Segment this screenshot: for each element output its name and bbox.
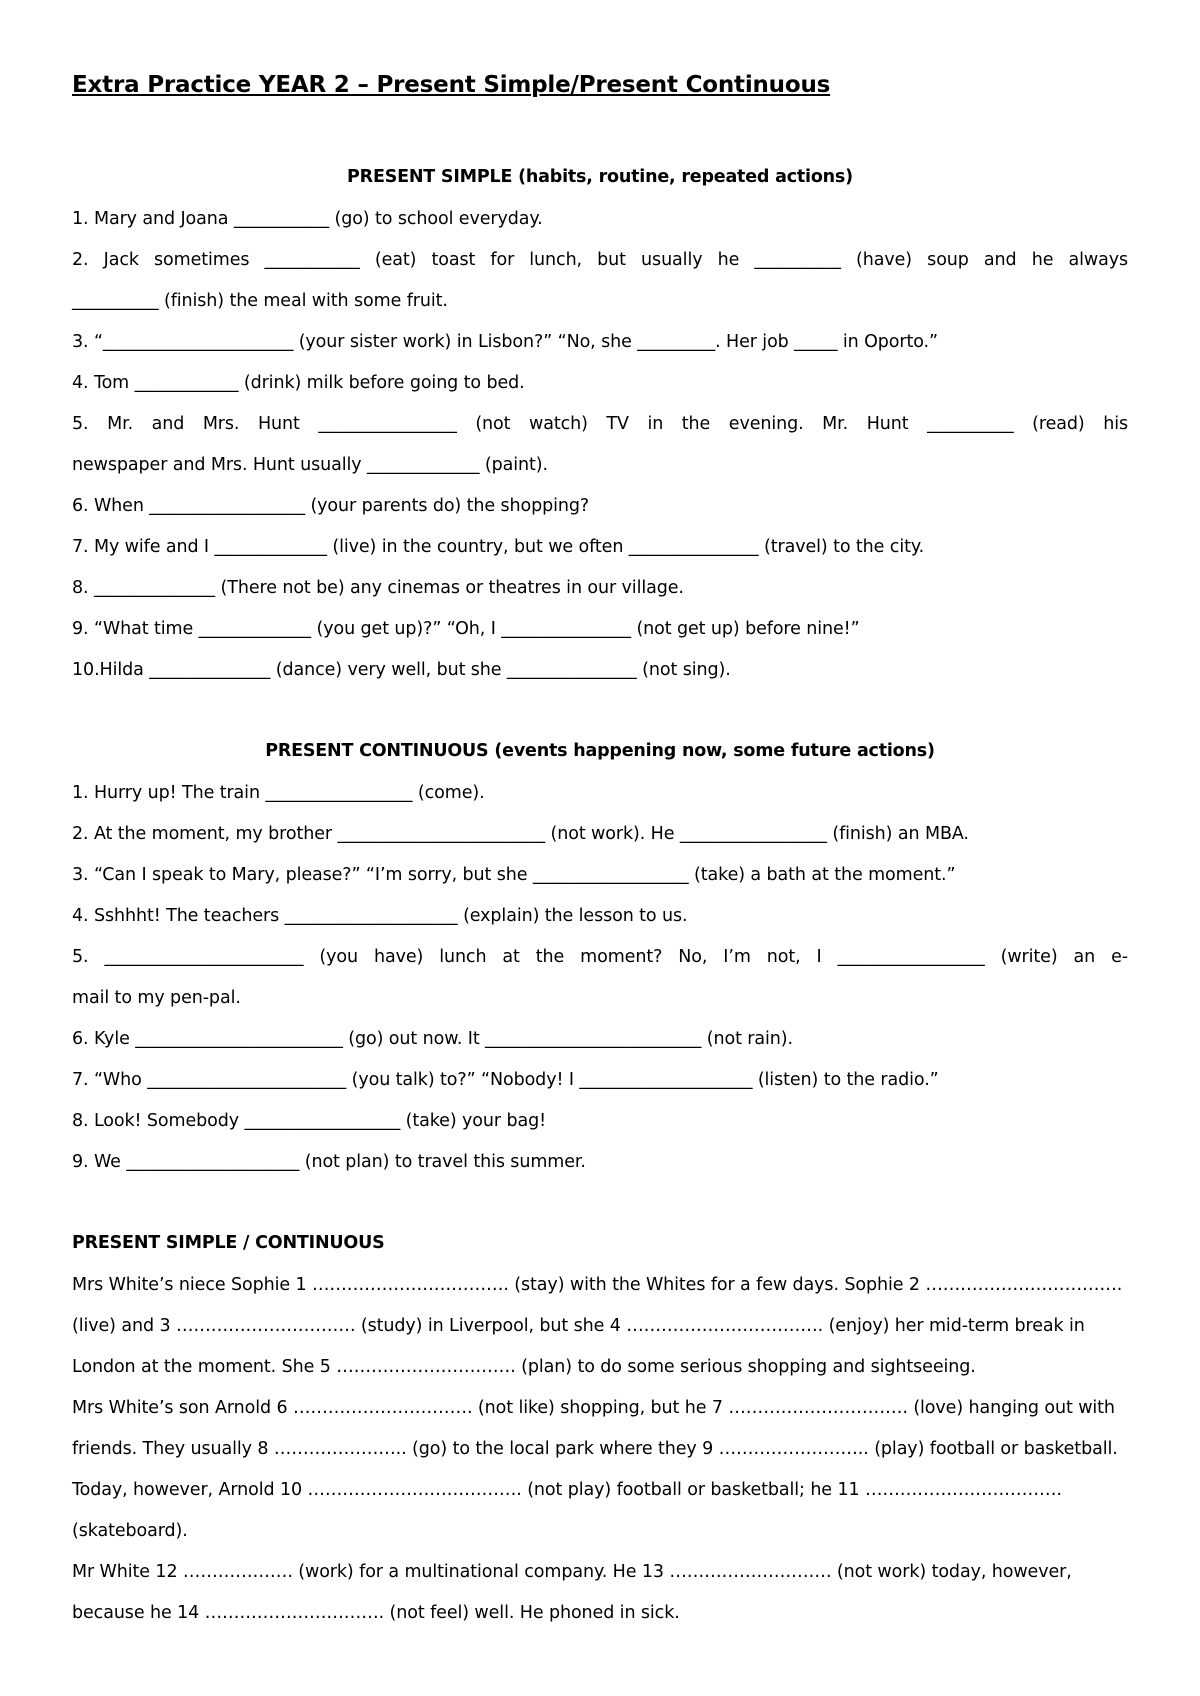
simple-exercise-line: 2. Jack sometimes ___________ (eat) toast for lunch, but usually he __________ (have) soup and he always [72, 250, 1128, 270]
simple-exercise-line: 10.Hilda ______________ (dance) very well, but she _______________ (not sing). [72, 660, 731, 680]
continuous-exercise-line: 3. “Can I speak to Mary, please?” “I’m sorry, but she __________________ (take) a bath at the moment.” [72, 865, 956, 885]
simple-exercise-line: 5. Mr. and Mrs. Hunt ________________ (not watch) TV in the evening. Mr. Hunt __________ (read) his [72, 414, 1128, 434]
simple-exercise-line: 1. Mary and Joana ___________ (go) to school everyday. [72, 209, 543, 229]
simple-exercise-line: 6. When __________________ (your parents do) the shopping? [72, 496, 590, 516]
simple-exercise-line: 4. Tom ____________ (drink) milk before going to bed. [72, 373, 525, 393]
simple-exercise-line: 9. “What time _____________ (you get up)?” “Oh, I _______________ (not get up) before nine!” [72, 619, 860, 639]
mixed-text-line: (live) and 3 …………………………. (study) in Liverpool, but she 4 ……………………………. (enjoy) her mid-term break in [72, 1316, 1085, 1336]
present-simple-heading: PRESENT SIMPLE (habits, routine, repeated actions) [347, 167, 853, 187]
continuous-exercise-line: mail to my pen-pal. [72, 988, 241, 1008]
mixed-text-line: Mrs White’s niece Sophie 1 ……………………………. (stay) with the Whites for a few days. Sophie 2 ……………………………. [72, 1275, 1123, 1295]
mixed-text-line: (skateboard). [72, 1521, 188, 1541]
continuous-exercise-line: 2. At the moment, my brother ________________________ (not work). He _________________ (finish) an MBA. [72, 824, 969, 844]
present-continuous-heading: PRESENT CONTINUOUS (events happening now, some future actions) [265, 741, 935, 761]
mixed-text-line: friends. They usually 8 ………………….. (go) to the local park where they 9 …………………….. (play) football or basketball. [72, 1439, 1118, 1459]
mixed-section-heading: PRESENT SIMPLE / CONTINUOUS [72, 1233, 385, 1253]
continuous-exercise-line: 7. “Who _______________________ (you talk) to?” “Nobody! I ____________________ (listen) to the radio.” [72, 1070, 939, 1090]
mixed-text-line: because he 14 …………………………. (not feel) well. He phoned in sick. [72, 1603, 680, 1623]
document-title: Extra Practice YEAR 2 – Present Simple/Present Continuous [72, 72, 831, 98]
mixed-text-line: Mrs White’s son Arnold 6 …………………………. (not like) shopping, but he 7 …………………………. (love) hanging out with [72, 1398, 1115, 1418]
continuous-exercise-line: 1. Hurry up! The train _________________ (come). [72, 783, 485, 803]
mixed-text-line: Mr White 12 ………………. (work) for a multinational company. He 13 ………………………. (not work) today, however, [72, 1562, 1072, 1582]
simple-exercise-line: 8. ______________ (There not be) any cinemas or theatres in our village. [72, 578, 684, 598]
continuous-exercise-line: 9. We ____________________ (not plan) to travel this summer. [72, 1152, 586, 1172]
mixed-text-line: London at the moment. She 5 …………………………. (plan) to do some serious shopping and sightseeing. [72, 1357, 976, 1377]
mixed-text-line: Today, however, Arnold 10 ………………………………. (not play) football or basketball; he 11 ……………………………. [72, 1480, 1062, 1500]
continuous-exercise-line: 4. Sshhht! The teachers ____________________ (explain) the lesson to us. [72, 906, 688, 926]
simple-exercise-line: __________ (finish) the meal with some fruit. [72, 291, 448, 311]
continuous-exercise-line: 5. _______________________ (you have) lunch at the moment? No, I’m not, I _________________ (write) an e- [72, 947, 1128, 967]
simple-exercise-line: 3. “______________________ (your sister work) in Lisbon?” “No, she _________. Her job _____ in Oporto.” [72, 332, 938, 352]
continuous-exercise-line: 6. Kyle ________________________ (go) out now. It _________________________ (not rain). [72, 1029, 793, 1049]
simple-exercise-line: newspaper and Mrs. Hunt usually _____________ (paint). [72, 455, 548, 475]
simple-exercise-line: 7. My wife and I _____________ (live) in the country, but we often _______________ (travel) to the city. [72, 537, 925, 557]
continuous-exercise-line: 8. Look! Somebody __________________ (take) your bag! [72, 1111, 547, 1131]
